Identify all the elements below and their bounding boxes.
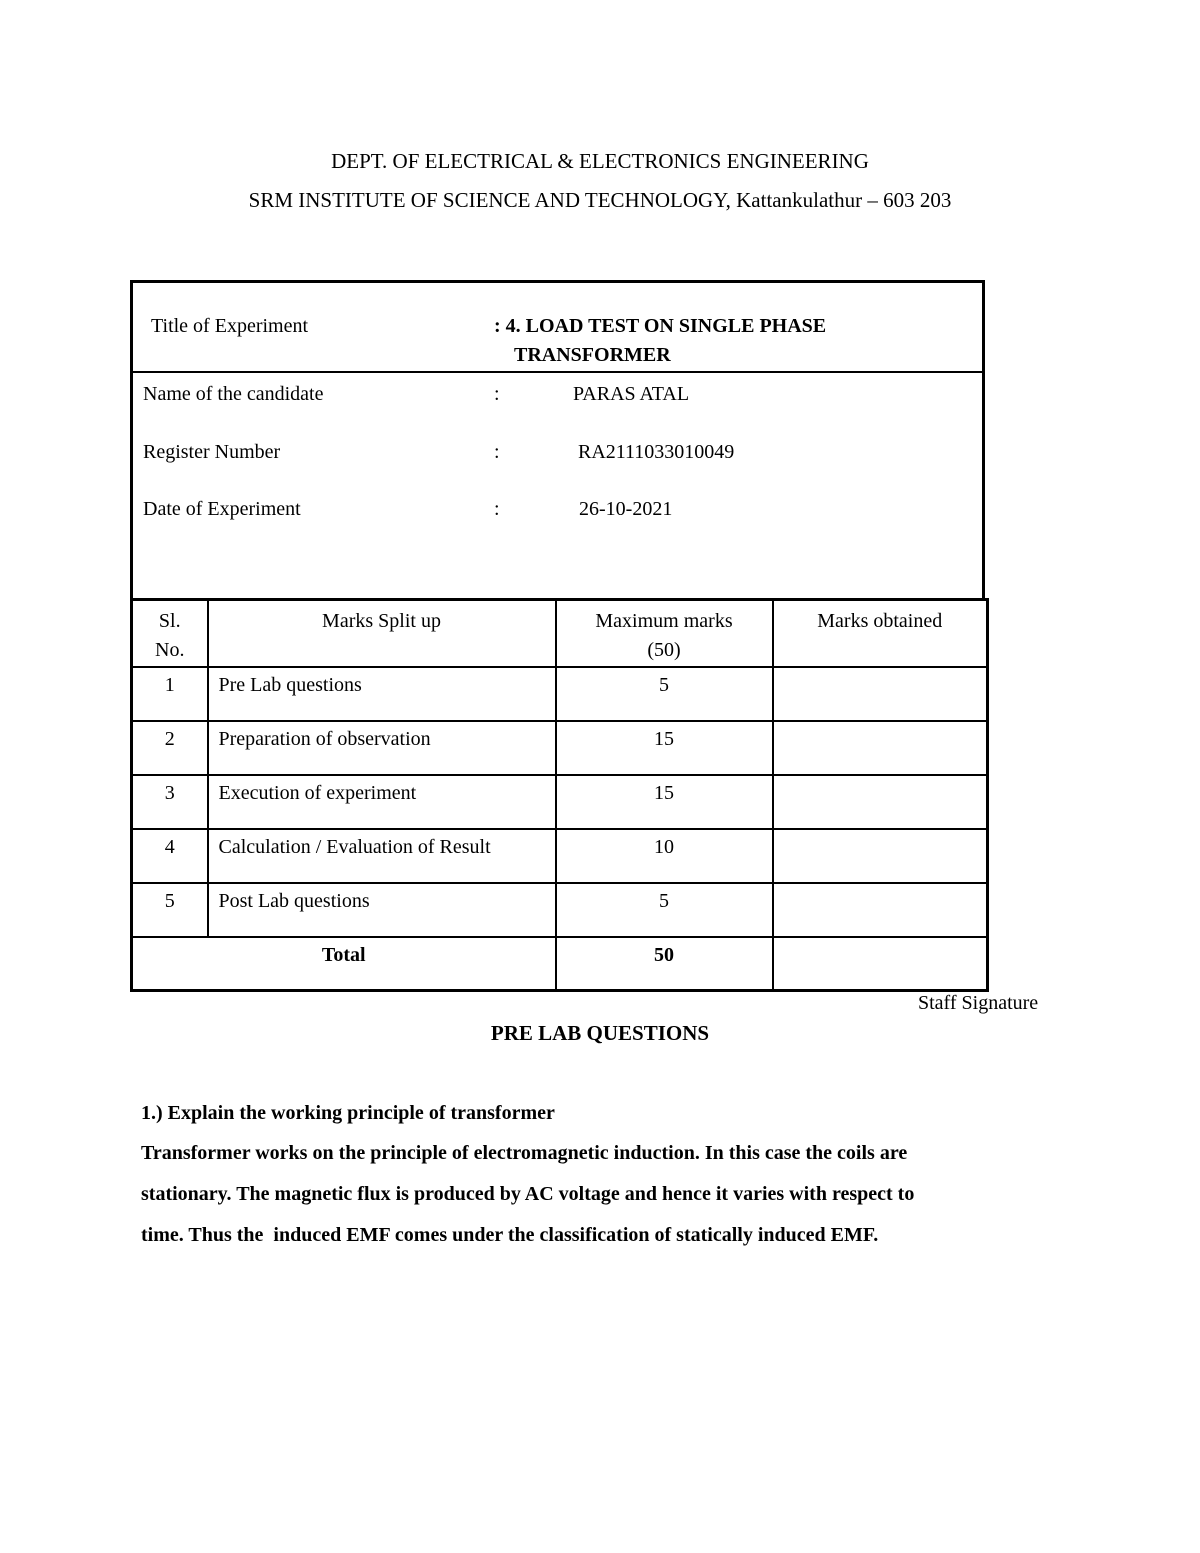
answer-line-3: time. Thus the induced EMF comes under the classification of statically induced EMF. (141, 1224, 879, 1246)
sl-cell: 4 (132, 829, 208, 883)
candidate-value: PARAS ATAL (573, 383, 690, 405)
obtained-cell (773, 667, 988, 721)
title-label: Title of Experiment (151, 315, 309, 337)
title-value-line2: TRANSFORMER (514, 344, 671, 366)
item-cell: Pre Lab questions (208, 667, 556, 721)
marks-split-header: Marks Split up (208, 600, 556, 667)
register-colon: : (494, 441, 500, 463)
table-header-row (132, 600, 988, 667)
obtained-cell (773, 883, 988, 937)
table-row (132, 667, 988, 721)
date-value: 26-10-2021 (579, 498, 673, 520)
max-cell: 15 (556, 721, 773, 775)
total-row (132, 937, 988, 991)
sl-header-line1: Sl. (158, 610, 181, 632)
max-cell: 15 (556, 775, 773, 829)
marks-table (130, 598, 989, 992)
candidate-label: Name of the candidate (143, 383, 324, 405)
institute-heading: SRM INSTITUTE OF SCIENCE AND TECHNOLOGY, Kattankulathur – 603 203 (248, 188, 952, 212)
table-row (132, 721, 988, 775)
table-row (132, 775, 988, 829)
sl-header-line2: No. (155, 639, 185, 661)
item-cell: Calculation / Evaluation of Result (208, 829, 556, 883)
question-1: 1.) Explain the working principle of transformer (141, 1102, 555, 1124)
item-cell: Preparation of observation (208, 721, 556, 775)
register-value: RA2111033010049 (578, 441, 735, 463)
date-label: Date of Experiment (143, 498, 301, 520)
title-separator (130, 371, 985, 373)
max-cell: 5 (556, 667, 773, 721)
max-header-line2: (50) (647, 639, 681, 661)
answer-line-2: stationary. The magnetic flux is produced by AC voltage and hence it varies with respect to (141, 1183, 915, 1205)
total-max: 50 (556, 937, 773, 991)
max-marks-header (556, 600, 773, 667)
max-header-line1: Maximum marks (595, 610, 733, 632)
item-cell: Execution of experiment (208, 775, 556, 829)
obtained-cell (773, 829, 988, 883)
staff-signature: Staff Signature (918, 992, 1039, 1014)
sl-cell: 5 (132, 883, 208, 937)
sl-cell: 2 (132, 721, 208, 775)
max-cell: 10 (556, 829, 773, 883)
answer-line-1: Transformer works on the principle of electromagnetic induction. In this case the coils are (141, 1142, 908, 1164)
sl-cell: 3 (132, 775, 208, 829)
date-colon: : (494, 498, 500, 520)
sl-cell: 1 (132, 667, 208, 721)
obtained-cell (773, 721, 988, 775)
title-value-line1: : 4. LOAD TEST ON SINGLE PHASE (494, 315, 827, 337)
table-row (132, 829, 988, 883)
max-cell: 5 (556, 883, 773, 937)
obtained-cell (773, 775, 988, 829)
department-heading: DEPT. OF ELECTRICAL & ELECTRONICS ENGINEERING (331, 149, 869, 173)
table-row (132, 883, 988, 937)
candidate-colon: : (494, 383, 500, 405)
total-obtained (773, 937, 988, 991)
marks-obtained-header: Marks obtained (773, 600, 988, 667)
total-label: Total (132, 937, 556, 991)
sl-no-header (132, 600, 208, 667)
item-cell: Post Lab questions (208, 883, 556, 937)
section-title: PRE LAB QUESTIONS (490, 1021, 710, 1045)
register-label: Register Number (143, 441, 281, 463)
